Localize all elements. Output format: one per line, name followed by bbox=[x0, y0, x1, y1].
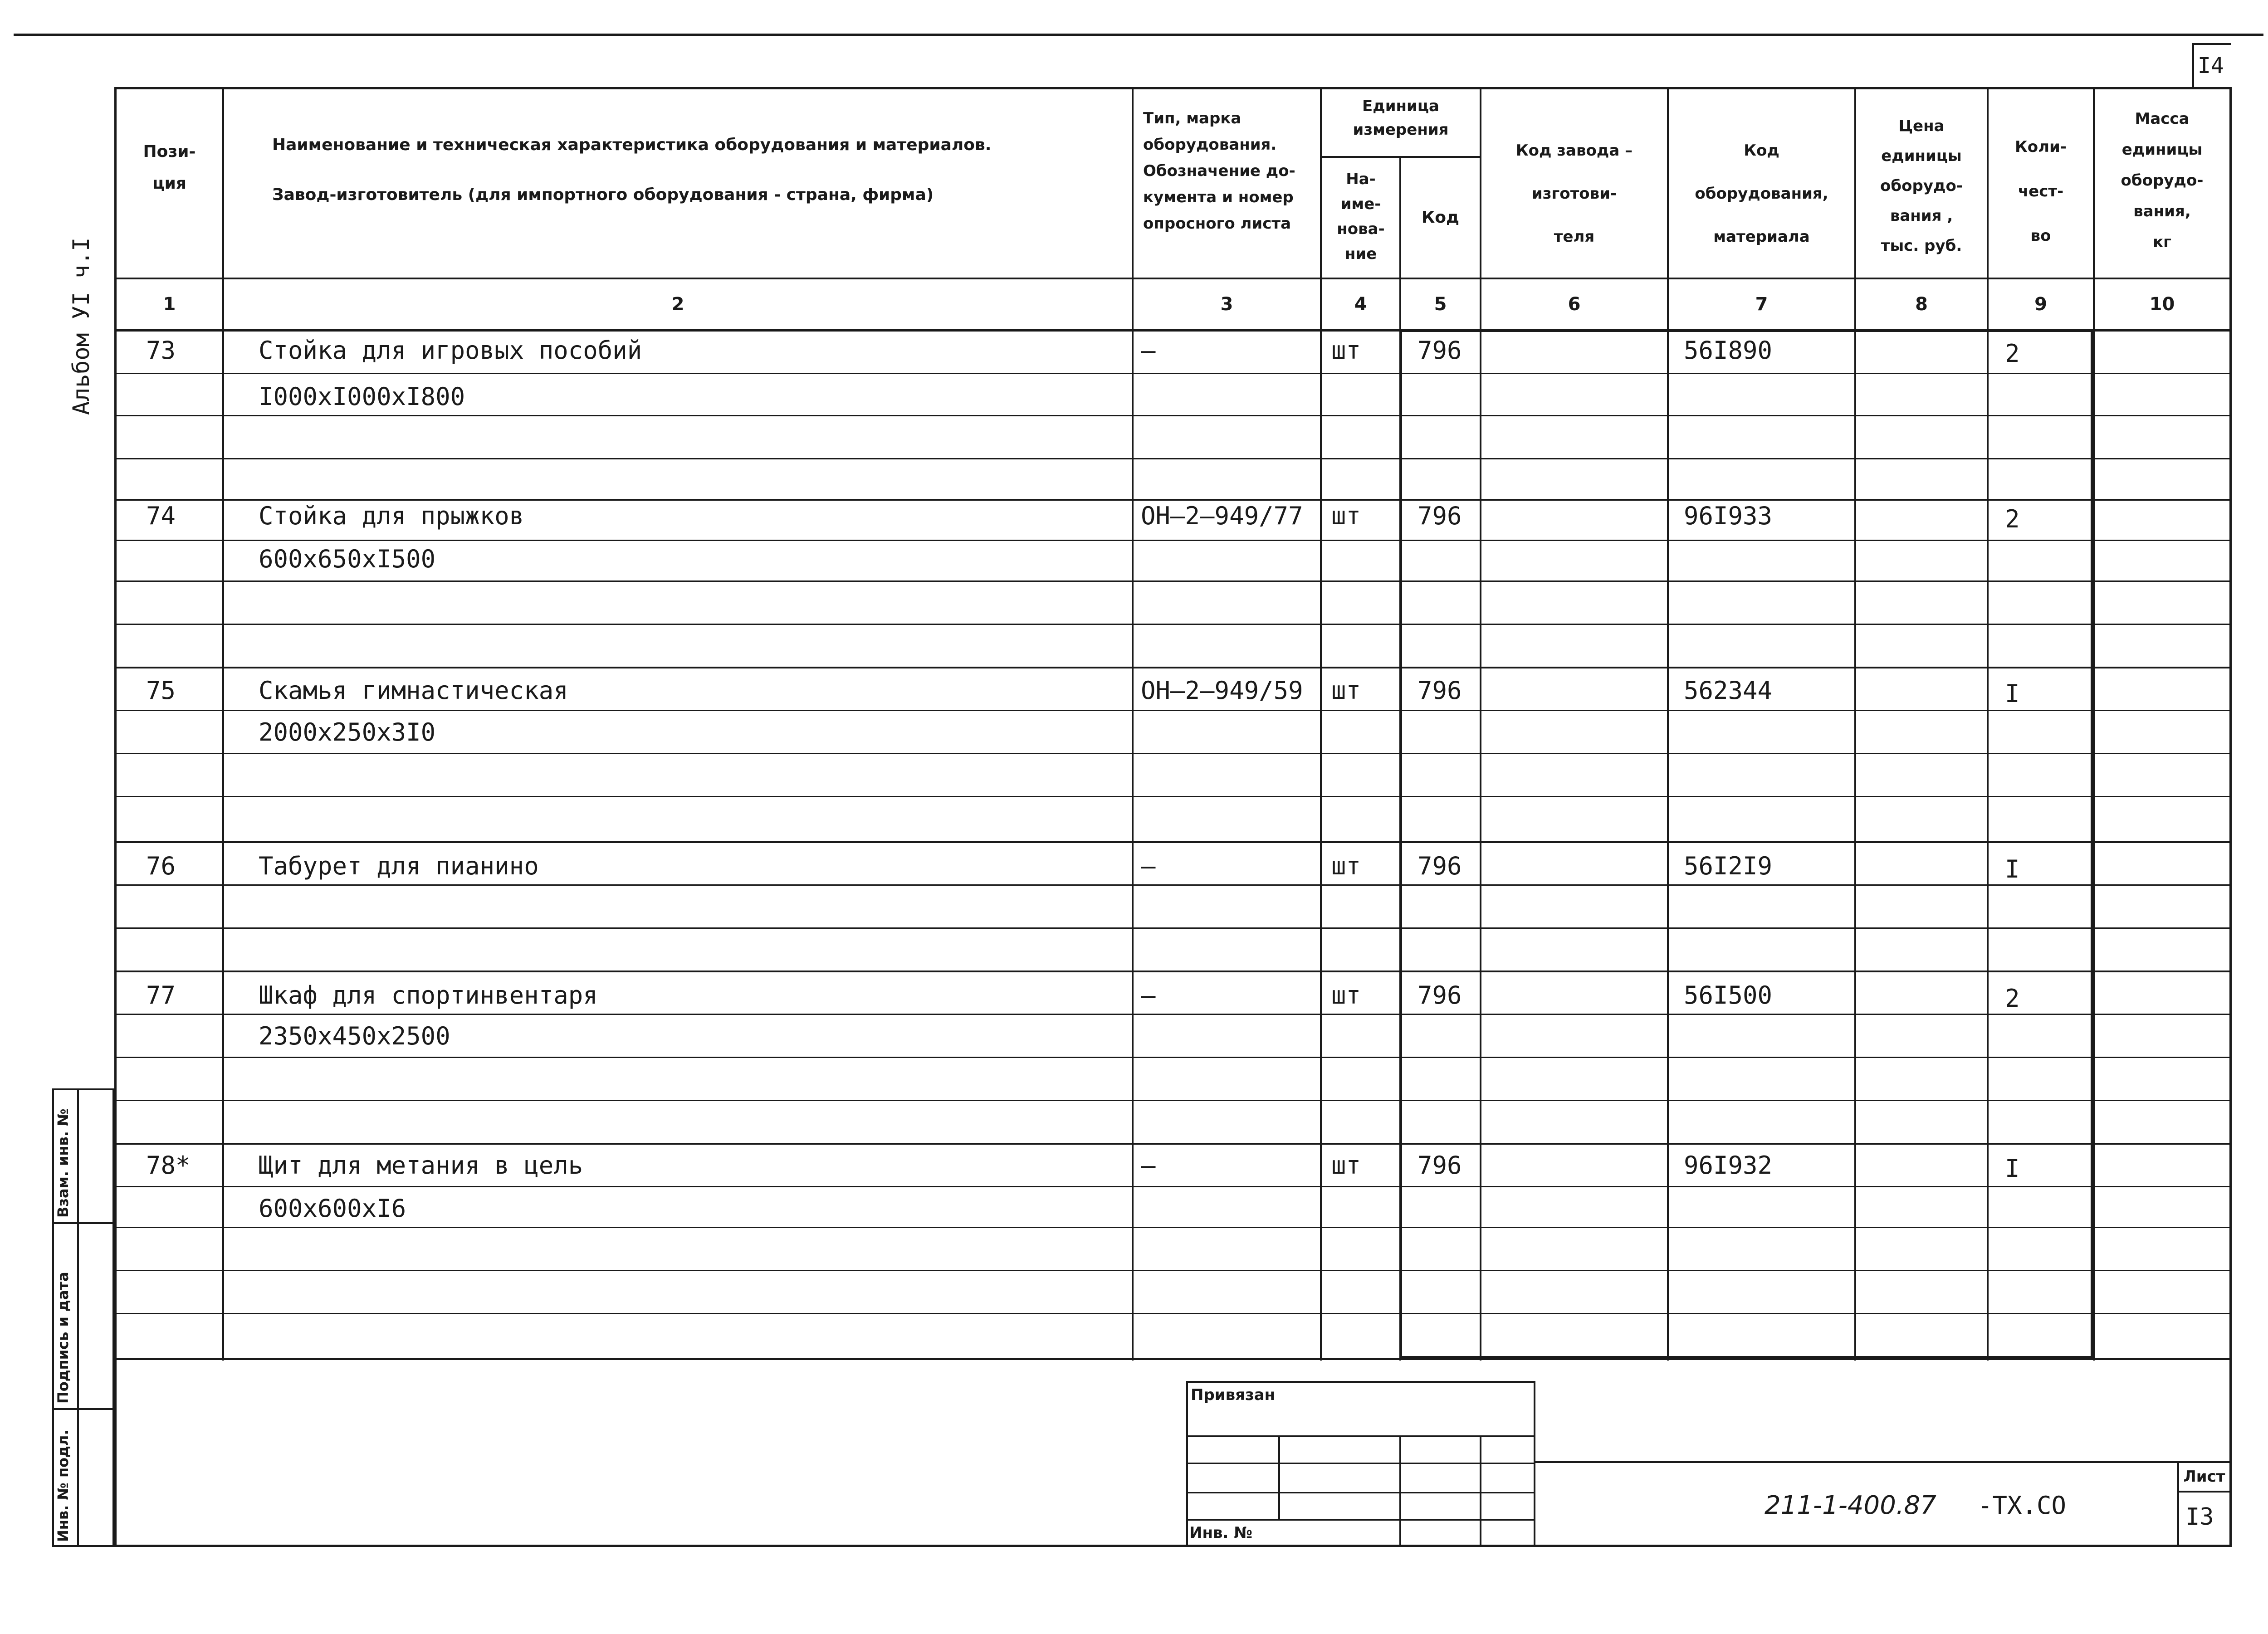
side-stamp-inner bbox=[77, 1088, 79, 1547]
row-code: 796 bbox=[1418, 676, 1462, 705]
row-line bbox=[114, 1270, 2232, 1271]
row-line bbox=[114, 415, 2232, 416]
row-name: Стойка для прыжков bbox=[259, 502, 524, 530]
header-text: кг bbox=[2153, 233, 2171, 251]
frame-right bbox=[2229, 87, 2232, 1546]
column-number: 8 bbox=[1915, 294, 1928, 315]
header-unit-group bbox=[1322, 94, 1480, 141]
row-material-code: 56I890 bbox=[1684, 336, 1773, 365]
row-qty: 2 bbox=[2005, 505, 2020, 533]
top-rule bbox=[14, 34, 2263, 36]
row-line bbox=[114, 624, 2232, 625]
row-line bbox=[114, 710, 2232, 711]
doc-suffix: -ТХ.СО bbox=[1978, 1491, 2067, 1520]
row-position: 76 bbox=[146, 852, 176, 880]
row-position: 75 bbox=[146, 676, 176, 705]
side-stamp-line bbox=[52, 1222, 114, 1224]
header-text: Обозначение до- bbox=[1143, 162, 1295, 180]
col-line-2 bbox=[1132, 87, 1134, 1361]
row-qty: I bbox=[2005, 679, 2020, 708]
row-unit: шт bbox=[1331, 852, 1361, 880]
header-text: изготови- bbox=[1531, 185, 1617, 203]
row-qty: I bbox=[2005, 1154, 2020, 1183]
row-line bbox=[114, 1227, 2232, 1228]
row-unit: шт bbox=[1331, 676, 1361, 705]
header-text: Наименование и техническая характеристика оборудования и материалов. bbox=[272, 136, 992, 154]
list-number: I3 bbox=[2185, 1503, 2214, 1531]
header-text: Цена bbox=[1898, 117, 1945, 135]
row-position: 77 bbox=[146, 981, 176, 1010]
privyazan-label: Привязан bbox=[1191, 1386, 1276, 1404]
list-box-line bbox=[2177, 1491, 2232, 1493]
row-qty: 2 bbox=[2005, 339, 2020, 368]
frame-top bbox=[114, 87, 2232, 89]
header-text: единицы bbox=[1881, 147, 1962, 165]
row-name: Щит для метания в цель bbox=[259, 1151, 583, 1180]
side-stamp-text: Инв. № подл. bbox=[54, 1429, 72, 1542]
row-type: ОН–2–949/77 bbox=[1141, 502, 1303, 530]
row-type: ОН–2–949/59 bbox=[1141, 676, 1303, 705]
header-text: оборудования, bbox=[1695, 185, 1828, 203]
header-text: оборудо- bbox=[1880, 177, 1963, 195]
header-col6 bbox=[1481, 129, 1667, 259]
column-number: 5 bbox=[1434, 294, 1447, 315]
side-stamp-text: Взам. инв. № bbox=[54, 1108, 72, 1218]
list-label: Лист bbox=[2183, 1468, 2225, 1486]
row-line bbox=[114, 540, 2232, 541]
frame-bottom bbox=[114, 1545, 2232, 1547]
row-unit: шт bbox=[1331, 1151, 1361, 1180]
header-text: Завод-изготовитель (для импортного оборудования - страна, фирма) bbox=[272, 185, 934, 204]
doc-block-top bbox=[1535, 1461, 2232, 1463]
side-stamp-text: Подпись и дата bbox=[54, 1272, 72, 1404]
header-text: теля bbox=[1554, 228, 1595, 246]
header-text: Единица bbox=[1362, 97, 1439, 115]
row-qty: 2 bbox=[2005, 984, 2020, 1013]
header-text: ние bbox=[1344, 245, 1377, 263]
row-line bbox=[114, 1100, 2232, 1101]
header-text: вания , bbox=[1890, 207, 1953, 225]
header-text: оборудования. bbox=[1143, 136, 1277, 154]
header-col7 bbox=[1669, 129, 1854, 259]
binding-line bbox=[1186, 1435, 1535, 1437]
header-text: Коли- bbox=[2015, 138, 2067, 156]
binding-col bbox=[1278, 1435, 1280, 1519]
row-code: 796 bbox=[1418, 336, 1462, 365]
row-position: 73 bbox=[146, 336, 176, 365]
row-code: 796 bbox=[1418, 852, 1462, 880]
header-text: опросного листа bbox=[1143, 215, 1291, 233]
header-text: На- bbox=[1346, 170, 1376, 188]
row-line bbox=[114, 753, 2232, 754]
binding-col bbox=[1399, 1435, 1401, 1547]
header-text: ция bbox=[152, 174, 187, 193]
row-material-code: 96I932 bbox=[1684, 1151, 1773, 1180]
header-col9 bbox=[1989, 125, 2093, 258]
header-text: измерения bbox=[1353, 121, 1449, 139]
header-text: материала bbox=[1713, 228, 1810, 246]
row-material-code: 96I933 bbox=[1684, 502, 1773, 530]
row-line bbox=[114, 1143, 2232, 1145]
row-line bbox=[114, 458, 2232, 459]
row-code: 796 bbox=[1418, 1151, 1462, 1180]
column-number: 6 bbox=[1568, 294, 1581, 315]
binding-col bbox=[1480, 1435, 1481, 1547]
header-text: оборудо- bbox=[2121, 171, 2204, 190]
row-code: 796 bbox=[1418, 981, 1462, 1010]
row-type: – bbox=[1141, 336, 1156, 365]
row-position: 78* bbox=[146, 1151, 191, 1180]
header-text: Код bbox=[1744, 141, 1779, 160]
col-line-3 bbox=[1320, 87, 1322, 1361]
header-text: Пози- bbox=[143, 142, 196, 161]
header-text: во bbox=[2030, 227, 2051, 245]
row-dims: 2350x450x2500 bbox=[259, 1022, 450, 1050]
header-col10 bbox=[2095, 103, 2229, 258]
row-line bbox=[114, 927, 2232, 929]
binding-line bbox=[1186, 1463, 1535, 1464]
header-col4 bbox=[1322, 167, 1400, 267]
row-material-code: 562344 bbox=[1684, 676, 1773, 705]
row-name: Табурет для пианино bbox=[259, 852, 539, 880]
header-text: тыс. руб. bbox=[1881, 237, 1962, 255]
column-number: 1 bbox=[163, 294, 176, 315]
row-unit: шт bbox=[1331, 336, 1361, 365]
album-label: Альбом УI ч.I bbox=[68, 237, 94, 415]
header-text: Код завода – bbox=[1515, 141, 1633, 160]
row-name: Стойка для игровых пособий bbox=[259, 336, 642, 365]
column-number: 7 bbox=[1755, 294, 1768, 315]
row-line bbox=[114, 841, 2232, 843]
header-col5: Код bbox=[1421, 208, 1460, 227]
header-text: единицы bbox=[2121, 141, 2203, 159]
row-position: 74 bbox=[146, 502, 176, 530]
row-line bbox=[114, 1057, 2232, 1058]
header-col8 bbox=[1856, 111, 1987, 261]
header-text: Тип, марка bbox=[1143, 109, 1242, 127]
row-dims: 2000x250x3I0 bbox=[259, 718, 436, 746]
row-dims: 600x650xI500 bbox=[259, 545, 436, 573]
header-col3 bbox=[1134, 105, 1320, 237]
row-name: Шкаф для спортинвентаря bbox=[259, 981, 598, 1010]
header-text: Масса bbox=[2135, 110, 2190, 128]
side-stamp-line bbox=[52, 1408, 114, 1410]
header-col1 bbox=[117, 136, 222, 200]
row-line bbox=[114, 884, 2232, 886]
column-number: 4 bbox=[1354, 294, 1367, 315]
column-number: 2 bbox=[671, 294, 684, 315]
row-type: – bbox=[1141, 1151, 1156, 1180]
header-text: нова- bbox=[1337, 220, 1385, 238]
row-line bbox=[114, 667, 2232, 668]
sheet-mark: I4 bbox=[2198, 53, 2224, 78]
column-number: 3 bbox=[1220, 294, 1233, 315]
row-line bbox=[114, 971, 2232, 972]
inv-no-label: Инв. № bbox=[1189, 1524, 1253, 1542]
column-number: 9 bbox=[2034, 294, 2047, 315]
row-type: – bbox=[1141, 981, 1156, 1010]
row-line bbox=[114, 796, 2232, 797]
row-line bbox=[114, 1186, 2232, 1187]
row-material-code: 56I500 bbox=[1684, 981, 1773, 1010]
col-line-1 bbox=[222, 87, 224, 1361]
row-name: Скамья гимнастическая bbox=[259, 676, 568, 705]
table-bottom-line bbox=[114, 1358, 2232, 1360]
row-unit: шт bbox=[1331, 981, 1361, 1010]
row-line bbox=[114, 373, 2232, 374]
row-material-code: 56I2I9 bbox=[1684, 852, 1773, 880]
header-text: кумента и номер bbox=[1143, 188, 1294, 206]
row-dims: 600x600xI6 bbox=[259, 1194, 406, 1223]
binding-line bbox=[1186, 1492, 1535, 1493]
bold-block bbox=[1399, 329, 2093, 1359]
header-col2 bbox=[272, 129, 991, 211]
header-text: вания, bbox=[2133, 202, 2191, 220]
column-number: 10 bbox=[2149, 294, 2175, 315]
header-text: чест- bbox=[2018, 182, 2064, 200]
row-line bbox=[114, 1313, 2232, 1314]
row-dims: I000xI000xI800 bbox=[259, 382, 465, 411]
row-type: – bbox=[1141, 852, 1156, 880]
row-line bbox=[114, 580, 2232, 582]
row-qty: I bbox=[2005, 855, 2020, 883]
row-unit: шт bbox=[1331, 502, 1361, 530]
row-line bbox=[114, 1014, 2232, 1015]
doc-code: 211-1-400.87 bbox=[1765, 1491, 1936, 1520]
row-code: 796 bbox=[1418, 502, 1462, 530]
header-text: име- bbox=[1340, 195, 1381, 213]
